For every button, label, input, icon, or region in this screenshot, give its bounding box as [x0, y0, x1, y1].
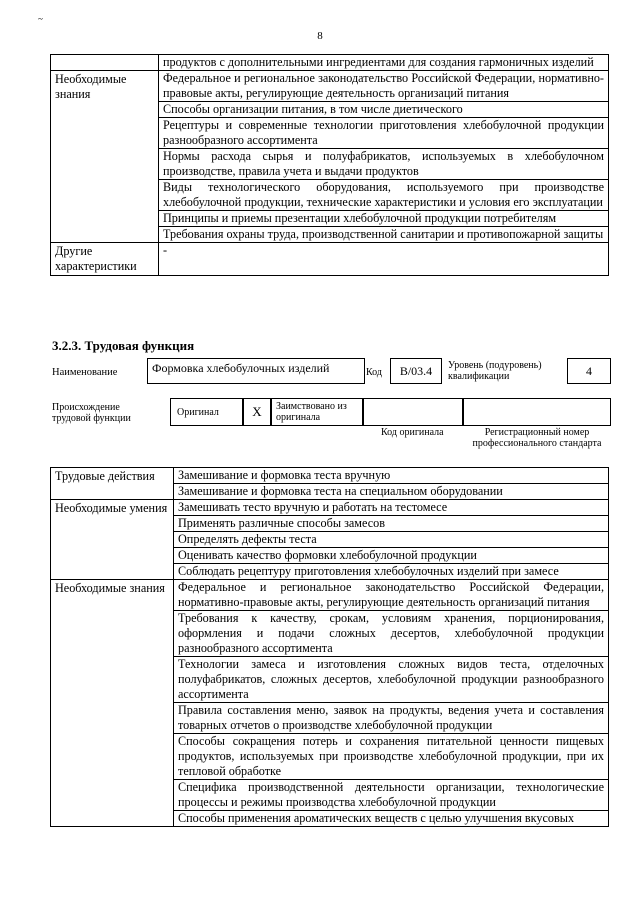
orig-code-cell — [362, 398, 464, 426]
borrowed-label: Заимствовано из оригинала — [276, 401, 347, 423]
list-item: Федеральное и региональное законодательство Российской Федерации, нормативно-правовые акты, регулирующие деятельность организаций питания — [159, 71, 609, 102]
list-item: Способы организации питания, в том числе диетического — [159, 102, 609, 118]
skills-label: Необходимые умения — [51, 500, 174, 580]
code-label: Код — [366, 367, 382, 378]
list-item: Рецептуры и современные технологии приготовления хлебобулочной продукции разнообразного ассортимента — [159, 118, 609, 149]
knowledge-label: Необходимые знания — [51, 71, 159, 243]
list-item: Замешивание и формовка теста вручную — [174, 468, 609, 484]
orig-code-label: Код оригинала — [381, 427, 444, 438]
name-label: Наименование — [52, 367, 118, 378]
list-item: Принципы и приемы презентации хлебобулочной продукции потребителям — [159, 211, 609, 227]
list-item: продуктов с дополнительными ингредиентами для создания гармоничных изделий — [159, 55, 609, 71]
knowledge-label: Необходимые знания — [51, 580, 174, 827]
list-item: Применять различные способы замесов — [174, 516, 609, 532]
list-item: Способы применения ароматических веществ с целью улучшения вкусовых — [174, 811, 609, 827]
labor-function-table — [50, 467, 609, 827]
reg-number-label: Регистрационный номер профессионального стандарта — [472, 427, 602, 449]
section-title: 3.2.3. Трудовая функция — [52, 338, 195, 353]
list-item: Требования к качеству, срокам, условиям хранения, порционирования, оформления и подачи сложных десертов, хлебобулочной продукции разнообразного ассортимента — [174, 611, 609, 657]
corner-mark: ~ — [38, 14, 43, 24]
other-value: - — [159, 243, 609, 276]
list-item: Замешивать тесто вручную и работать на тестомесе — [174, 500, 609, 516]
list-item: Определять дефекты теста — [174, 532, 609, 548]
list-item: Нормы расхода сырья и полуфабрикатов, используемых в хлебобулочном производстве, правила учета и выдачи продуктов — [159, 149, 609, 180]
list-item: Правила составления меню, заявок на продукты, ведения учета и составления товарных отчетов о производстве хлебобулочной продукции — [174, 703, 609, 734]
list-item: Требования охраны труда, производственной санитарии и противопожарной защиты — [159, 227, 609, 243]
code-value: В/03.4 — [390, 358, 442, 384]
empty-cell — [51, 55, 159, 71]
other-label: Другие характеристики — [51, 243, 159, 276]
list-item: Соблюдать рецептуру приготовления хлебобулочных изделий при замесе — [174, 564, 609, 580]
function-name: Формовка хлебобулочных изделий — [147, 358, 365, 384]
list-item: Замешивание и формовка теста на специальном оборудовании — [174, 484, 609, 500]
list-item: Оценивать качество формовки хлебобулочной продукции — [174, 548, 609, 564]
list-item: Специфика производственной деятельности организации, технологические процессы и режимы производства хлебобулочной продукции — [174, 780, 609, 811]
page-number: 8 — [317, 30, 323, 42]
origin-label: Происхождение трудовой функции — [52, 402, 131, 424]
list-item: Виды технологического оборудования, используемого при производстве хлебобулочной продукции, технические характеристики и условия его эксплуатации — [159, 180, 609, 211]
knowledge-table — [50, 54, 609, 276]
list-item: Технологии замеса и изготовления сложных видов теста, отделочных полуфабрикатов, сложных десертов, хлебобулочной продукции разнообразного ассортимента — [174, 657, 609, 703]
original-label: Оригинал — [177, 407, 219, 418]
actions-label: Трудовые действия — [51, 468, 174, 500]
list-item: Способы сокращения потерь и сохранения питательной ценности пищевых продуктов, используемых при производстве хлебобулочной продукции, при их тепловой обработке — [174, 734, 609, 780]
original-mark: X — [242, 398, 272, 426]
list-item: Федеральное и региональное законодательство Российской Федерации, нормативно-правовые акты, регулирующие деятельность организаций питания — [174, 580, 609, 611]
level-value: 4 — [567, 358, 611, 384]
level-label: Уровень (подуровень) квалификации — [448, 360, 542, 382]
reg-number-cell — [462, 398, 611, 426]
